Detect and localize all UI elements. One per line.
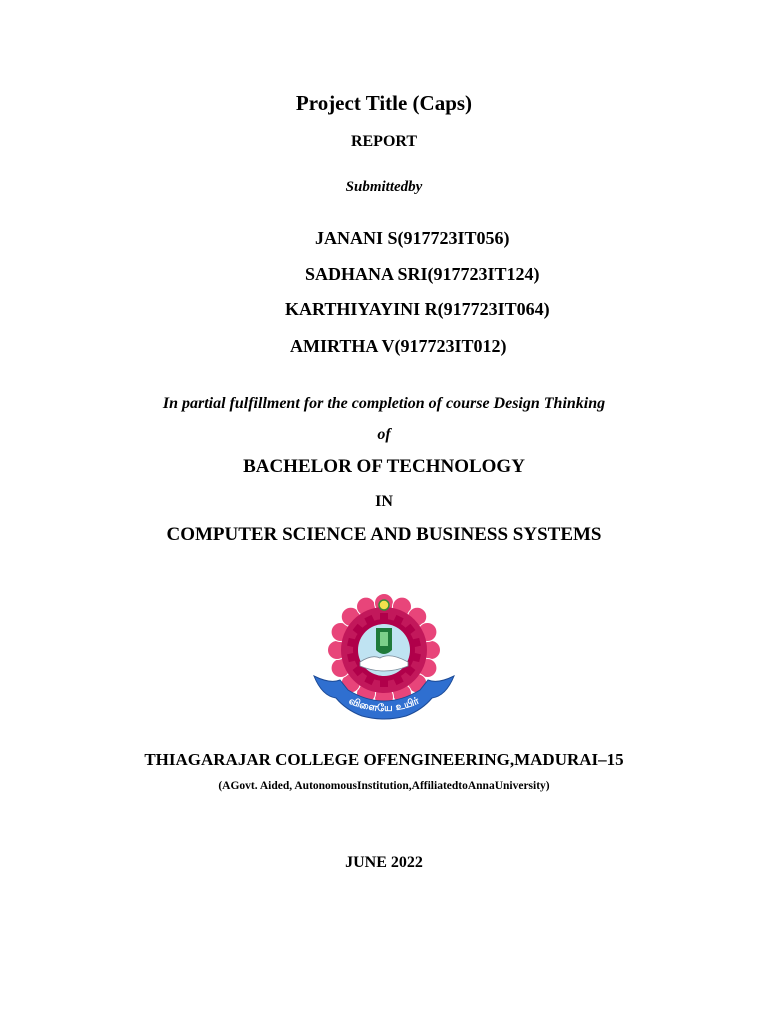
student-name: SADHANA SRI(917723IT124) <box>305 264 540 284</box>
student-name: KARTHIYAYINI R(917723IT064) <box>285 299 550 319</box>
student-name: JANANI S(917723IT056) <box>315 228 510 248</box>
in-connector: IN <box>375 493 393 510</box>
submitted-by-label: Submittedby <box>345 179 423 195</box>
college-affiliation: (AGovt. Aided, AutonomousInstitution,AffiliatedtoAnnaUniversity) <box>218 780 550 792</box>
of-connector: of <box>377 426 391 443</box>
fulfillment-statement: In partial fulfillment for the completion of course Design Thinking <box>162 395 606 412</box>
wreath-icon <box>379 600 389 610</box>
submission-date: JUNE 2022 <box>345 854 423 871</box>
department-name: COMPUTER SCIENCE AND BUSINESS SYSTEMS <box>166 524 602 545</box>
college-emblem-icon <box>310 592 458 726</box>
report-label: REPORT <box>350 133 418 150</box>
project-title: Project Title (Caps) <box>295 91 473 115</box>
tower-icon <box>380 632 388 646</box>
college-name: THIAGARAJAR COLLEGE OFENGINEERING,MADURAI–15 <box>144 750 624 769</box>
student-name: AMIRTHA V(917723IT012) <box>290 336 507 356</box>
banner-motto: விளையே உயிர் <box>347 695 421 715</box>
degree-name: BACHELOR OF TECHNOLOGY <box>243 456 525 477</box>
